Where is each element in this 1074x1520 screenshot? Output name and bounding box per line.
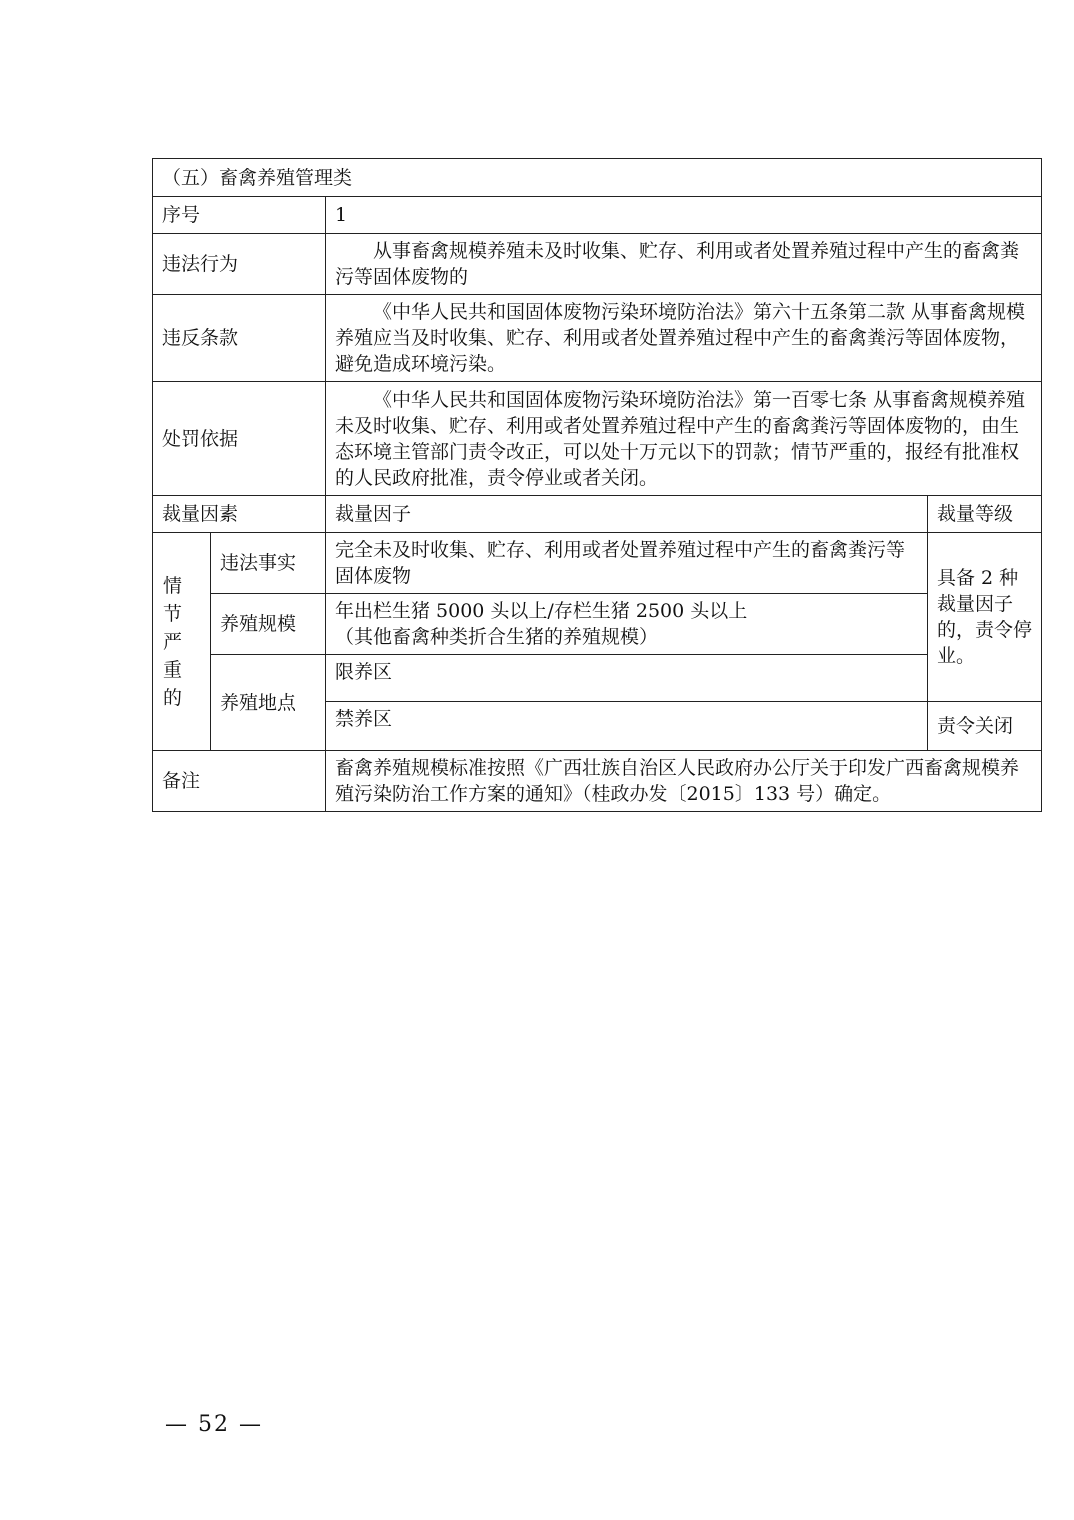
severity-char: 节 (163, 602, 183, 625)
discretion-level-header: 裁量等级 (928, 496, 1042, 533)
discretion-factor-header: 裁量因素 (153, 496, 326, 533)
remark-row (153, 751, 1042, 812)
penalty-table (152, 158, 1042, 812)
clause-row (153, 295, 1042, 382)
section-title-row (153, 159, 1042, 197)
discretion-header-row (153, 496, 1042, 533)
scale-value (326, 594, 928, 655)
severity-label (153, 533, 211, 751)
serial-row (153, 197, 1042, 234)
location-row-a (153, 655, 1042, 702)
clause-value: 《中华人民共和国固体废物污染环境防治法》第六十五条第二款 从事畜禽规模养殖应当及时收集、贮存、利用或者处置养殖过程中产生的畜禽粪污等固体废物，避免造成环境污染。 (326, 295, 1042, 382)
serial-label: 序号 (153, 197, 326, 234)
severity-char: 情 (163, 574, 183, 597)
violation-row (153, 234, 1042, 295)
serial-value: 1 (326, 197, 1042, 234)
scale-value-line2: （其他畜禽种类折合生猪的养殖规模） (335, 626, 659, 648)
location-prohibited: 禁养区 (326, 702, 928, 751)
discretion-level-close: 责令关闭 (928, 702, 1042, 751)
penalty-basis-label: 处罚依据 (153, 382, 326, 496)
severity-char: 严 (163, 630, 183, 653)
remark-value: 畜禽养殖规模标准按照《广西壮族自治区人民政府办公厅关于印发广西畜禽规模养殖污染防治工作方案的通知》（桂政办发〔2015〕133 号）确定。 (326, 751, 1042, 812)
penalty-basis-value: 《中华人民共和国固体废物污染环境防治法》第一百零七条 从事畜禽规模养殖未及时收集、贮存、利用或者处置养殖过程中产生的畜禽粪污等固体废物的，由生态环境主管部门责令改正，可以处十万元以下的罚款；情节严重的，报经有批准权的人民政府批准，责令停业或者关闭。 (326, 382, 1042, 496)
scale-value-line1: 年出栏生猪 5000 头以上/存栏生猪 2500 头以上 (335, 600, 748, 622)
discretion-level-suspend: 具备 2 种裁量因子的，责令停业。 (928, 533, 1042, 702)
remark-label: 备注 (153, 751, 326, 812)
page-number: — 52 — (165, 1412, 263, 1437)
violation-value: 从事畜禽规模养殖未及时收集、贮存、利用或者处置养殖过程中产生的畜禽粪污等固体废物的 (326, 234, 1042, 295)
severity-char: 重 (163, 658, 183, 681)
illegal-fact-label: 违法事实 (211, 533, 326, 594)
location-label: 养殖地点 (211, 655, 326, 751)
scale-row (153, 594, 1042, 655)
clause-label: 违反条款 (153, 295, 326, 382)
penalty-basis-row (153, 382, 1042, 496)
location-restricted: 限养区 (326, 655, 928, 702)
scale-label: 养殖规模 (211, 594, 326, 655)
severity-char: 的 (163, 686, 183, 709)
illegal-fact-row (153, 533, 1042, 594)
discretion-element-header: 裁量因子 (326, 496, 928, 533)
illegal-fact-value: 完全未及时收集、贮存、利用或者处置养殖过程中产生的畜禽粪污等固体废物 (326, 533, 928, 594)
section-title: （五）畜禽养殖管理类 (153, 159, 1042, 197)
violation-label: 违法行为 (153, 234, 326, 295)
